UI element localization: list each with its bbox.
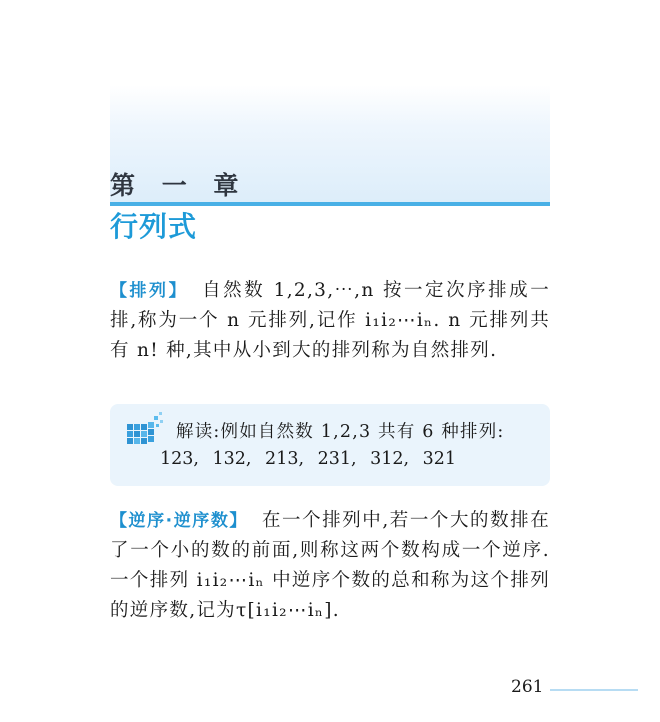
footer-rule: [550, 689, 638, 691]
page-number: 261: [511, 677, 544, 697]
term-permutation: 【排列】: [110, 281, 189, 301]
book-read-icon: [124, 410, 166, 450]
inversion-definition: 在一个排列中,若一个大的数排在了一个小的数的前面,则称这两个数构成一个逆序.一个排列 i₁i₂⋯iₙ 中逆序个数的总和称为这个排列的逆序数,记为τ[i₁i₂⋯iₙ].: [110, 510, 550, 621]
chapter-title: 行列式: [110, 210, 198, 243]
note-permutations: 123, 132, 213, 231, 312, 321: [160, 449, 457, 469]
term-inversion: 【逆序·逆序数】: [110, 511, 248, 531]
section-inversion: [110, 506, 550, 626]
note-box: [110, 404, 550, 486]
permutation-definition: 自然数 1,2,3,⋯,n 按一定次序排成一排,称为一个 n 元排列,记作 i₁i₂⋯iₙ. n 元排列共有 n! 种,其中从小到大的排列称为自然排列.: [110, 280, 550, 361]
section-permutation: [110, 276, 550, 366]
chapter-number: 第 一 章: [110, 171, 248, 200]
note-text: 解读:例如自然数 1,2,3 共有 6 种排列:: [176, 422, 505, 442]
